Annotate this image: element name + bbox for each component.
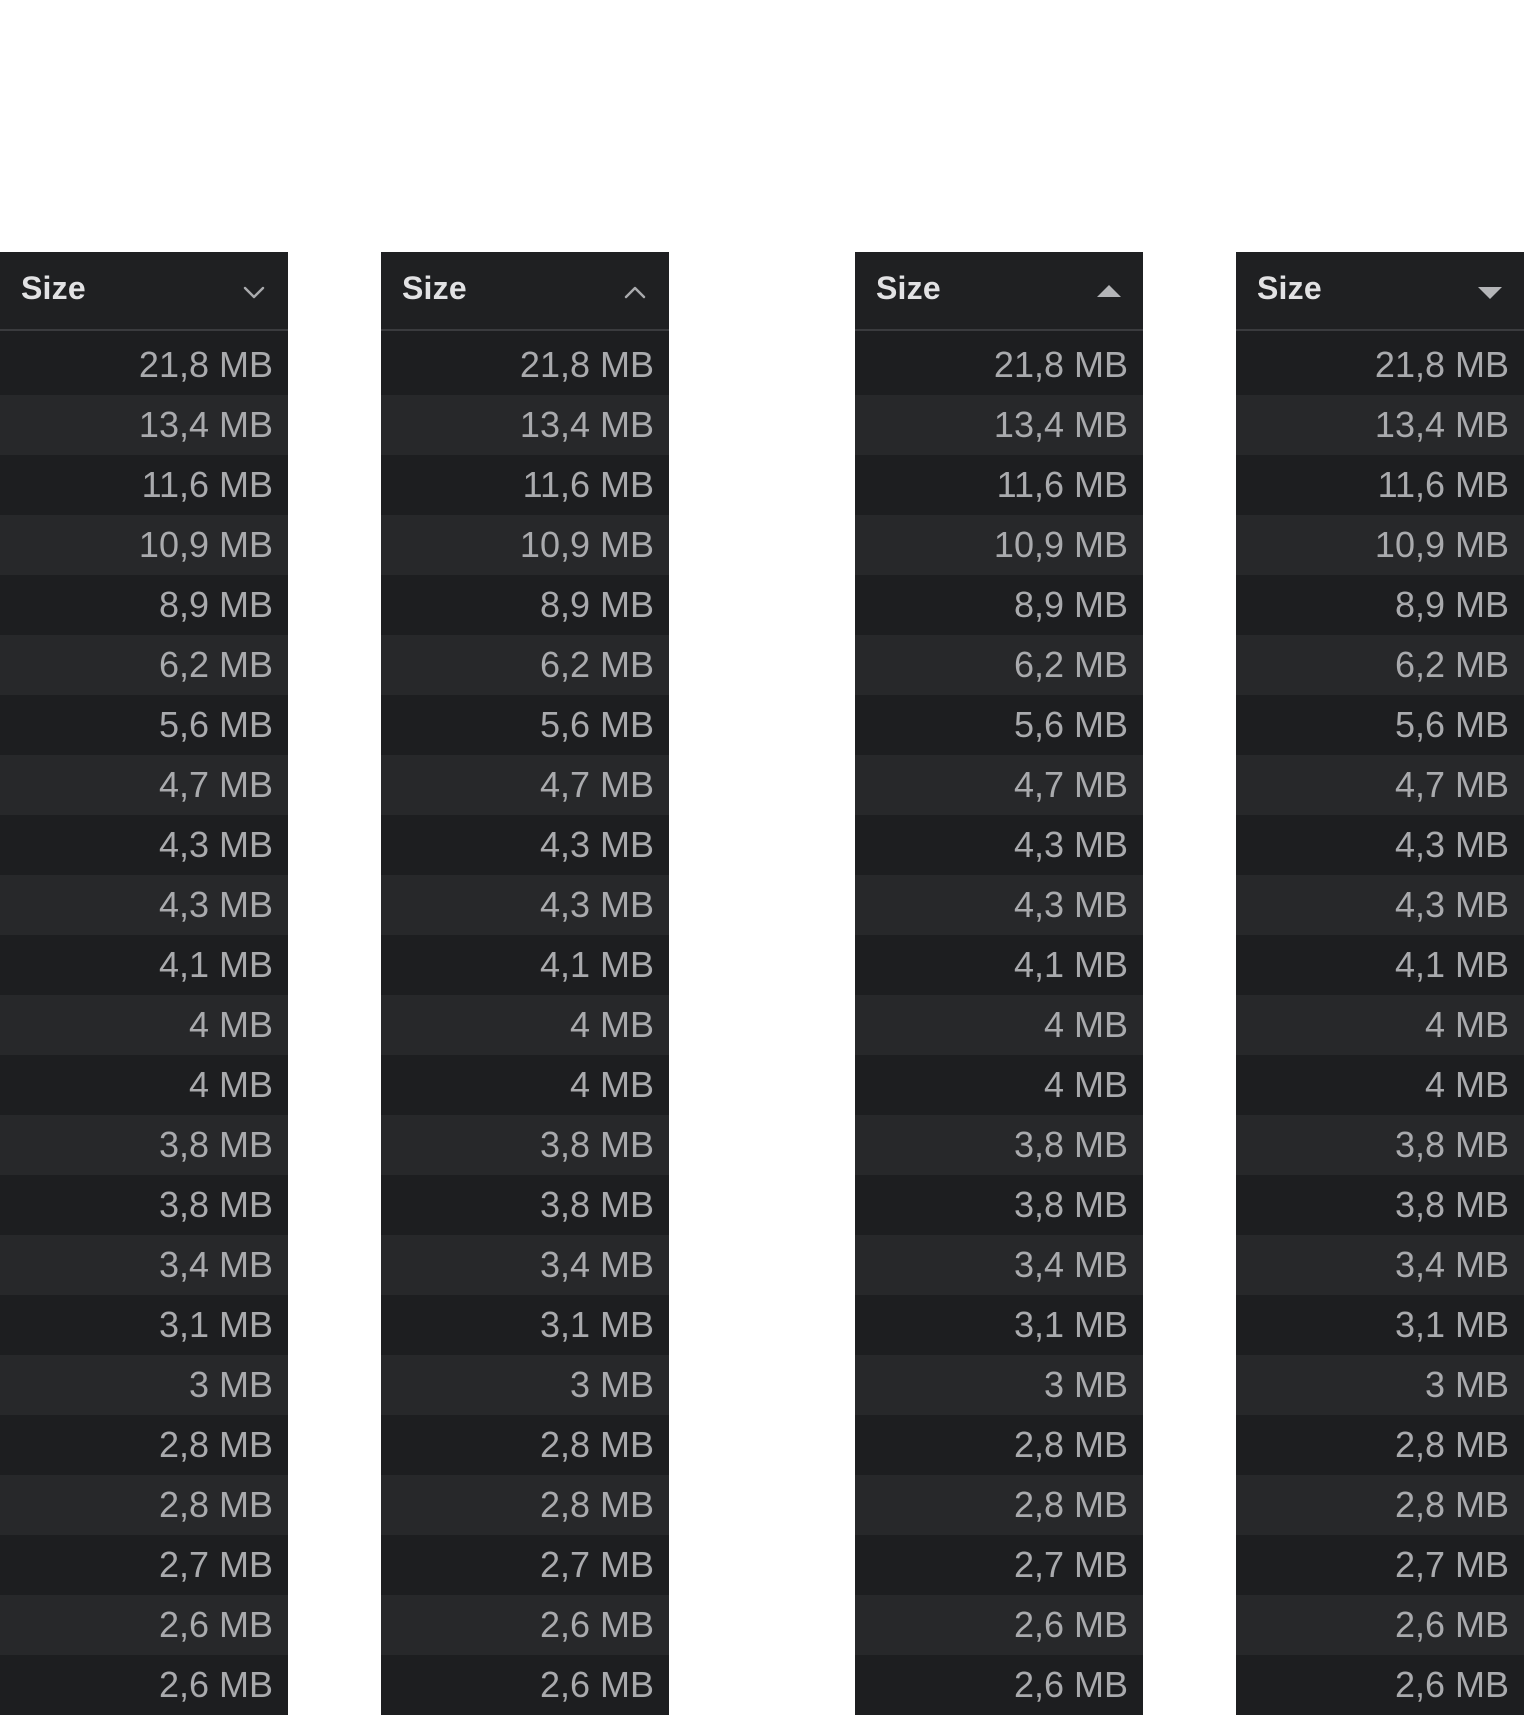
size-column-variant-2 [381,252,669,1705]
size-cell: 2,6 MB [1236,1595,1524,1655]
size-cell: 4 MB [0,1055,288,1115]
size-column-header[interactable] [1236,252,1524,331]
size-cell: 6,2 MB [0,635,288,695]
size-cell: 21,8 MB [1236,335,1524,395]
size-cells [1236,331,1524,1715]
size-cell: 2,6 MB [1236,1655,1524,1715]
size-cell: 4,3 MB [1236,875,1524,935]
size-cell: 3,8 MB [381,1175,669,1235]
size-cell: 5,6 MB [855,695,1143,755]
size-cell: 5,6 MB [381,695,669,755]
size-cell: 3,1 MB [1236,1295,1524,1355]
size-cell: 8,9 MB [1236,575,1524,635]
size-cell: 3,4 MB [381,1235,669,1295]
size-cell: 2,7 MB [0,1535,288,1595]
chevron-down-icon[interactable] [240,278,268,306]
size-cell: 3,8 MB [855,1175,1143,1235]
column-header-label: Size [402,270,467,306]
size-cell: 4,1 MB [855,935,1143,995]
size-cell: 13,4 MB [855,395,1143,455]
size-column-header[interactable] [0,252,288,331]
size-cell: 2,7 MB [855,1535,1143,1595]
size-cell: 4,7 MB [855,755,1143,815]
size-cell: 4,1 MB [1236,935,1524,995]
size-cell: 10,9 MB [381,515,669,575]
size-cell: 2,8 MB [381,1415,669,1475]
size-cell: 4,3 MB [381,875,669,935]
size-cell: 5,6 MB [0,695,288,755]
size-cell: 2,8 MB [381,1475,669,1535]
size-cell: 6,2 MB [855,635,1143,695]
size-cell: 4,3 MB [0,875,288,935]
size-cell: 4 MB [0,995,288,1055]
size-cell: 3,8 MB [855,1115,1143,1175]
size-cells [0,331,288,1715]
size-cell: 4,7 MB [381,755,669,815]
size-column-variant-3 [855,252,1143,1705]
size-cell: 10,9 MB [855,515,1143,575]
size-cell: 3 MB [381,1355,669,1415]
size-cell: 3,4 MB [0,1235,288,1295]
size-cell: 4 MB [381,1055,669,1115]
size-cell: 2,8 MB [855,1475,1143,1535]
size-cells [855,331,1143,1715]
column-header-label: Size [21,270,86,306]
size-cell: 21,8 MB [0,335,288,395]
size-cell: 8,9 MB [381,575,669,635]
size-cell: 4,7 MB [0,755,288,815]
size-cell: 4,3 MB [855,875,1143,935]
size-column-header[interactable] [381,252,669,331]
chevron-up-icon[interactable] [621,278,649,306]
size-cell: 3,8 MB [381,1115,669,1175]
size-cell: 3,1 MB [381,1295,669,1355]
size-cell: 10,9 MB [0,515,288,575]
size-cell: 4,3 MB [0,815,288,875]
size-cell: 4,3 MB [381,815,669,875]
size-cell: 2,6 MB [0,1595,288,1655]
size-cell: 8,9 MB [855,575,1143,635]
size-cell: 2,6 MB [855,1655,1143,1715]
size-cell: 13,4 MB [1236,395,1524,455]
size-cell: 4,1 MB [0,935,288,995]
size-cell: 6,2 MB [381,635,669,695]
size-cell: 2,6 MB [381,1595,669,1655]
size-cell: 3 MB [855,1355,1143,1415]
size-cell: 4 MB [855,1055,1143,1115]
size-cell: 2,8 MB [0,1415,288,1475]
size-cell: 3,4 MB [855,1235,1143,1295]
size-cell: 4,3 MB [1236,815,1524,875]
size-cell: 21,8 MB [855,335,1143,395]
size-cell: 8,9 MB [0,575,288,635]
size-cell: 13,4 MB [0,395,288,455]
size-cell: 4 MB [381,995,669,1055]
size-cell: 2,6 MB [0,1655,288,1715]
size-cell: 2,7 MB [381,1535,669,1595]
size-cell: 5,6 MB [1236,695,1524,755]
triangle-up-icon[interactable] [1095,278,1123,306]
size-cell: 11,6 MB [381,455,669,515]
size-cell: 3 MB [0,1355,288,1415]
size-column-variant-1 [0,252,288,1705]
size-cells [381,331,669,1715]
size-cell: 3,1 MB [0,1295,288,1355]
size-column-variant-4 [1236,252,1524,1705]
size-cell: 10,9 MB [1236,515,1524,575]
column-header-label: Size [876,270,941,306]
size-cell: 11,6 MB [0,455,288,515]
size-cell: 13,4 MB [381,395,669,455]
size-cell: 3 MB [1236,1355,1524,1415]
size-cell: 2,8 MB [1236,1475,1524,1535]
size-cell: 4,3 MB [855,815,1143,875]
size-cell: 4,1 MB [381,935,669,995]
size-cell: 3,4 MB [1236,1235,1524,1295]
size-cell: 3,1 MB [855,1295,1143,1355]
size-cell: 4 MB [855,995,1143,1055]
size-cell: 11,6 MB [855,455,1143,515]
size-cell: 2,7 MB [1236,1535,1524,1595]
size-cell: 2,6 MB [855,1595,1143,1655]
size-cell: 2,8 MB [1236,1415,1524,1475]
column-header-label: Size [1257,270,1322,306]
triangle-down-icon[interactable] [1476,278,1504,306]
size-cell: 2,6 MB [381,1655,669,1715]
size-column-header[interactable] [855,252,1143,331]
size-cell: 2,8 MB [0,1475,288,1535]
size-cell: 6,2 MB [1236,635,1524,695]
size-cell: 4,7 MB [1236,755,1524,815]
size-cell: 2,8 MB [855,1415,1143,1475]
size-cell: 3,8 MB [1236,1175,1524,1235]
size-cell: 4 MB [1236,995,1524,1055]
size-cell: 4 MB [1236,1055,1524,1115]
size-cell: 3,8 MB [1236,1115,1524,1175]
size-cell: 21,8 MB [381,335,669,395]
size-cell: 3,8 MB [0,1115,288,1175]
size-cell: 11,6 MB [1236,455,1524,515]
size-cell: 3,8 MB [0,1175,288,1235]
